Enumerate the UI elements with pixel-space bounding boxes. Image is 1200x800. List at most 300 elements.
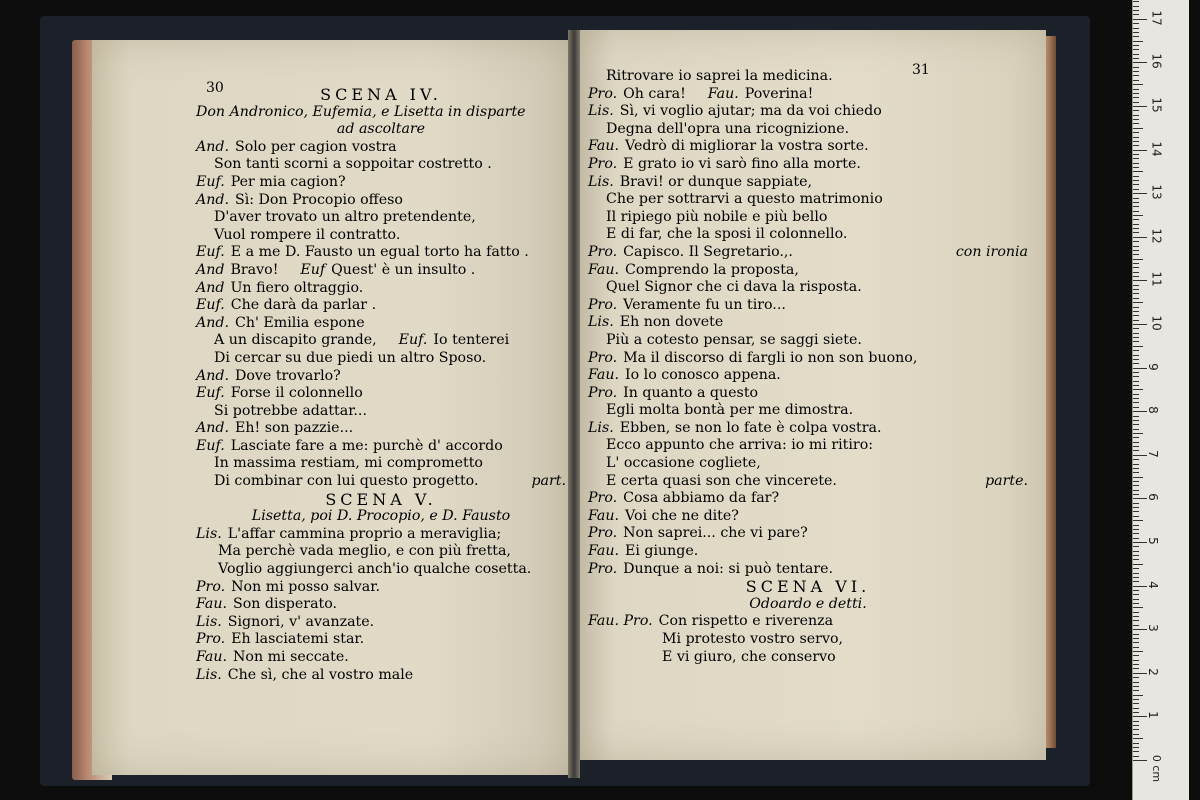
ruler-tick — [1133, 520, 1143, 521]
ruler-tick — [1133, 612, 1139, 613]
verse-text: Eh non dovete — [619, 314, 724, 331]
book-gutter — [568, 30, 580, 778]
verse-text: Quest' è un insulto . — [331, 261, 476, 278]
ruler-tick — [1133, 708, 1139, 709]
dialogue-line — [588, 350, 1028, 368]
dialogue-line — [588, 525, 1028, 543]
ruler-tick — [1133, 660, 1139, 661]
ruler-tick — [1133, 577, 1139, 578]
verse-text: E di far, che la sposi il colonnello. — [606, 226, 848, 243]
verse-text: Sì, vi voglio ajutar; ma da voi chiedo — [619, 103, 882, 120]
scene-v-dialogue — [196, 526, 566, 684]
speaker-label: Fau. — [707, 85, 739, 102]
ruler-tick — [1133, 6, 1139, 7]
ruler-tick — [1133, 328, 1139, 329]
speaker-label: And. — [196, 191, 229, 208]
verse-text: Di combinar con lui questo progetto. — [214, 473, 479, 490]
speaker-label: Pro. — [196, 631, 226, 648]
dialogue-line — [588, 332, 1028, 350]
dialogue-line — [588, 121, 1028, 139]
dialogue-line — [196, 403, 566, 421]
dialogue-line — [588, 279, 1028, 297]
ruler-tick — [1133, 381, 1139, 382]
ruler-tick — [1133, 10, 1139, 11]
verse-text: Non saprei... che vi pare? — [623, 525, 808, 542]
ruler-tick — [1133, 564, 1143, 565]
ruler-tick — [1133, 703, 1139, 704]
ruler-tick — [1133, 394, 1139, 395]
verse-text: Che sì, che al vostro male — [227, 666, 414, 683]
ruler-tick — [1133, 603, 1139, 604]
ruler-tick — [1133, 333, 1139, 334]
verse-text: Veramente fu un tiro... — [623, 296, 786, 313]
ruler-tick — [1133, 298, 1139, 299]
ruler-tick — [1133, 424, 1139, 425]
verse-text: E vi giuro, che conservo — [662, 648, 836, 665]
ruler-tick — [1133, 115, 1139, 116]
dialogue-line — [588, 68, 1028, 86]
speaker-label: Fau. — [588, 367, 619, 384]
ruler-number: 17 — [1149, 10, 1164, 26]
ruler-tick — [1133, 23, 1139, 24]
speaker-label: Lis. — [588, 103, 614, 120]
ruler-tick — [1133, 481, 1139, 482]
ruler-tick — [1133, 93, 1139, 94]
dialogue-line — [196, 631, 566, 649]
verse-text: Bravi! or dunque sappiate, — [619, 173, 813, 190]
ruler-tick — [1133, 167, 1139, 168]
speaker-label: Pro. — [588, 243, 618, 260]
verse-text: Che per sottrarvi a questo matrimonio — [606, 191, 883, 208]
ruler-tick — [1133, 533, 1139, 534]
speaker-label: Lis. — [196, 666, 222, 683]
scene-iv-cast-continued: ad ascoltare — [336, 121, 426, 138]
ruler-tick — [1133, 132, 1139, 133]
verse-text: In massima restiam, mi comprometto — [214, 455, 483, 472]
ruler-tick — [1133, 546, 1139, 547]
ruler-tick — [1133, 193, 1147, 194]
ruler-tick — [1133, 581, 1139, 582]
ruler-tick — [1133, 620, 1139, 621]
ruler-tick — [1133, 516, 1139, 517]
dialogue-line — [588, 649, 1028, 667]
verse-text: Son tanti scorni a soppoitar costretto . — [214, 156, 492, 173]
scene-v-dialogue-continued — [588, 68, 1028, 578]
dialogue-line — [588, 244, 1028, 262]
verse-text: Capisco. Il Segretario.,. — [623, 243, 793, 260]
ruler-tick — [1133, 241, 1139, 242]
ruler-unit-label: 0 cm — [1150, 754, 1164, 783]
speaker-label: Pro. — [196, 578, 226, 595]
dialogue-line — [588, 191, 1028, 209]
ruler-tick — [1133, 398, 1139, 399]
speaker-label: And. — [196, 138, 229, 155]
ruler-tick — [1133, 682, 1139, 683]
speaker-label: Fau. — [588, 507, 619, 524]
dialogue-line — [588, 226, 1028, 244]
ruler-tick — [1133, 599, 1139, 600]
ruler-tick — [1133, 158, 1139, 159]
ruler-tick — [1133, 250, 1139, 251]
ruler-tick — [1133, 429, 1139, 430]
ruler-tick — [1133, 75, 1139, 76]
speaker-label: Fau. — [196, 596, 227, 613]
verse-text: Il ripiego più nobile e più bello — [606, 208, 828, 225]
ruler-number: 2 — [1145, 667, 1160, 676]
dialogue-line — [588, 367, 1028, 385]
dialogue-line — [196, 543, 566, 561]
dialogue-line — [588, 437, 1028, 455]
verse-text: Più a cotesto pensar, se saggi siete. — [606, 331, 862, 348]
left-page-text — [196, 70, 566, 684]
ruler-tick — [1133, 699, 1139, 700]
stage-direction: parte. — [985, 472, 1028, 489]
speaker-label: Euf. — [196, 437, 225, 454]
ruler-tick — [1133, 402, 1139, 403]
speaker-label: Fau. — [588, 543, 619, 560]
speaker-label: And. — [196, 367, 229, 384]
dialogue-line — [588, 420, 1028, 438]
verse-text: Cosa abbiamo da far? — [623, 490, 780, 507]
dialogue-line — [196, 473, 566, 491]
ruler-number: 7 — [1145, 449, 1160, 458]
ruler-tick — [1133, 106, 1147, 107]
ruler-tick — [1133, 634, 1139, 635]
dialogue-line — [196, 350, 566, 368]
ruler-tick — [1133, 559, 1139, 560]
ruler-tick — [1133, 341, 1139, 342]
ruler-tick — [1133, 215, 1143, 216]
speaker-label: Lis. — [196, 525, 222, 542]
ruler-tick — [1133, 664, 1139, 665]
ruler-tick — [1133, 307, 1139, 308]
speaker-label: And — [196, 261, 225, 278]
dialogue-line — [588, 613, 1028, 631]
verse-text: Vedrò di migliorar la vostra sorte. — [625, 138, 869, 155]
ruler-tick — [1133, 729, 1139, 730]
dialogue-line — [196, 561, 566, 579]
ruler-tick — [1133, 128, 1143, 129]
ruler-tick — [1133, 372, 1139, 373]
verse-text: Dove trovarlo? — [234, 367, 341, 384]
ruler-tick — [1133, 651, 1143, 652]
ruler-tick — [1133, 176, 1139, 177]
verse-text: Son disperato. — [233, 596, 338, 613]
ruler-tick — [1133, 760, 1147, 761]
dialogue-line — [588, 103, 1028, 121]
scene-iv-dialogue — [196, 139, 566, 491]
ruler-tick — [1133, 594, 1139, 595]
ruler-tick — [1133, 293, 1139, 294]
speaker-label: Pro. — [588, 85, 618, 102]
verse-text: Non mi seccate. — [233, 649, 349, 665]
ruler-tick — [1133, 712, 1139, 713]
dialogue-line — [196, 368, 566, 386]
dialogue-line — [588, 543, 1028, 561]
scene-vi-heading: SCENA VI. — [745, 577, 871, 597]
ruler-tick — [1133, 756, 1139, 757]
ruler-tick — [1133, 743, 1139, 744]
verse-text: Voglio aggiungerci anch'io qualche cosetta. — [218, 561, 532, 578]
ruler-tick — [1133, 232, 1139, 233]
verse-text: Ebben, se non lo fate è colpa vostra. — [619, 419, 882, 436]
ruler-tick — [1133, 420, 1139, 421]
verse-text: Lasciate fare a me: purchè d' accordo — [230, 437, 503, 454]
ruler-tick — [1133, 721, 1139, 722]
dialogue-line — [588, 385, 1028, 403]
verse-text: Oh cara! — [623, 85, 686, 102]
verse-text: Ma il discorso di fargli io non son buono, — [623, 349, 918, 366]
verse-text: Mi protesto vostro servo, — [662, 631, 844, 647]
dialogue-line — [196, 579, 566, 597]
scene-v-cast: Lisetta, poi D. Procopio, e D. Fausto — [251, 508, 511, 525]
verse-text: Voi che ne dite? — [625, 507, 739, 524]
ruler-tick — [1133, 163, 1139, 164]
ruler-number: 14 — [1149, 140, 1164, 157]
ruler-tick — [1133, 464, 1139, 465]
ruler-tick — [1133, 751, 1139, 752]
ruler-number: 11 — [1149, 271, 1164, 288]
ruler-tick — [1133, 137, 1139, 138]
speaker-label: Euf. — [196, 385, 225, 402]
verse-text: Con rispetto e riverenza — [658, 613, 834, 630]
ruler-tick — [1133, 655, 1139, 656]
ruler-tick — [1133, 525, 1139, 526]
dialogue-line — [196, 596, 566, 614]
dialogue-line — [588, 508, 1028, 526]
ruler-tick — [1133, 71, 1139, 72]
speaker-label: Euf. — [196, 244, 225, 261]
verse-text: Ecco appunto che arriva: io mi ritiro: — [606, 437, 874, 454]
ruler-tick — [1133, 416, 1139, 417]
scene-v-heading: SCENA V. — [325, 489, 437, 509]
speaker-label: Pro. — [588, 155, 618, 172]
ruler-tick — [1133, 259, 1143, 260]
ruler-tick — [1133, 150, 1147, 151]
ruler-tick — [1133, 350, 1139, 351]
verse-text: E certa quasi son che vincerete. — [606, 472, 837, 489]
ruler-number: 4 — [1145, 580, 1160, 589]
verse-text: Quel Signor che ci dava la risposta. — [606, 279, 862, 296]
speaker-label: Fau. — [196, 649, 227, 665]
dialogue-line — [196, 227, 566, 245]
ruler-tick — [1133, 89, 1139, 90]
speaker-label: Lis. — [196, 613, 222, 630]
ruler-number: 15 — [1149, 97, 1164, 113]
ruler-tick — [1133, 616, 1139, 617]
ruler-tick — [1133, 477, 1143, 478]
ruler-tick — [1133, 642, 1139, 643]
dialogue-line — [196, 209, 566, 227]
verse-text: Ma perchè vada meglio, e con più fretta, — [218, 543, 511, 560]
ruler-tick — [1133, 32, 1139, 33]
dialogue-line — [588, 561, 1028, 579]
verse-text: Poverina! — [744, 85, 814, 102]
verse-text: Ch' Emilia espone — [234, 314, 365, 331]
ruler-tick — [1133, 437, 1139, 438]
ruler-tick — [1133, 468, 1139, 469]
ruler-tick — [1133, 289, 1139, 290]
ruler-tick — [1133, 123, 1139, 124]
ruler-tick — [1133, 677, 1139, 678]
ruler-tick — [1133, 280, 1147, 281]
dialogue-line — [588, 631, 1028, 649]
speaker-label: And — [196, 279, 225, 296]
verse-text: Vuol rompere il contratto. — [214, 226, 401, 243]
verse-text: Non mi posso salvar. — [231, 578, 380, 595]
speaker-label: Fau. — [588, 261, 619, 278]
verse-text: Signori, v' avanzate. — [227, 613, 375, 630]
dialogue-line — [196, 332, 566, 350]
verse-text: Io tenterei — [433, 332, 510, 349]
ruler-tick — [1133, 189, 1139, 190]
ruler-number: 8 — [1145, 406, 1160, 415]
scene-iv-heading: SCENA IV. — [320, 85, 442, 104]
verse-text: Si potrebbe adattar... — [214, 402, 367, 419]
ruler-tick — [1133, 359, 1139, 360]
ruler-number: 5 — [1145, 537, 1160, 545]
ruler-tick — [1133, 442, 1139, 443]
stage-direction: con ironia — [955, 243, 1028, 260]
ruler-number: 9 — [1145, 362, 1160, 371]
ruler-tick — [1133, 485, 1139, 486]
ruler-tick — [1133, 494, 1139, 495]
verse-text: Ritrovare io saprei la medicina. — [606, 68, 833, 84]
ruler-tick — [1133, 320, 1139, 321]
ruler-tick — [1133, 302, 1143, 303]
verse-text: Solo per cagion vostra — [234, 138, 397, 155]
speaker-label: Pro. — [588, 525, 618, 542]
dialogue-line — [588, 473, 1028, 491]
dialogue-line — [588, 402, 1028, 420]
ruler-tick — [1133, 58, 1139, 59]
ruler-number: 13 — [1149, 184, 1164, 200]
speaker-label: Pro. — [588, 384, 618, 401]
ruler-tick — [1133, 97, 1139, 98]
ruler-tick — [1133, 738, 1143, 739]
ruler-number: 1 — [1145, 711, 1160, 720]
dialogue-line — [588, 314, 1028, 332]
ruler-tick — [1133, 202, 1139, 203]
verse-text: In quanto a questo — [623, 384, 759, 401]
ruler-tick — [1133, 725, 1139, 726]
dialogue-line — [196, 192, 566, 210]
measuring-ruler — [1132, 0, 1189, 800]
ruler-tick — [1133, 80, 1139, 81]
ruler-tick — [1133, 551, 1139, 552]
dialogue-line — [196, 526, 566, 544]
dialogue-line — [588, 209, 1028, 227]
ruler-tick — [1133, 638, 1139, 639]
ruler-tick — [1133, 363, 1139, 364]
ruler-tick — [1133, 102, 1139, 103]
ruler-tick — [1133, 219, 1139, 220]
verse-text: L' occasione cogliete, — [606, 455, 761, 472]
ruler-tick — [1133, 119, 1139, 120]
dialogue-line — [196, 297, 566, 315]
dialogue-line — [588, 86, 1028, 104]
ruler-tick — [1133, 67, 1139, 68]
dialogue-line — [588, 490, 1028, 508]
ruler-tick — [1133, 503, 1139, 504]
ruler-tick — [1133, 45, 1139, 46]
ruler-tick — [1133, 538, 1139, 539]
speaker-label: Euf. — [398, 332, 428, 349]
ruler-tick — [1133, 41, 1143, 42]
ruler-tick — [1133, 568, 1139, 569]
speaker-label: Pro. — [588, 490, 618, 507]
ruler-tick — [1133, 141, 1139, 142]
dialogue-line — [588, 262, 1028, 280]
scene-vi-cast: Odoardo e detti. — [749, 595, 867, 612]
ruler-tick — [1133, 389, 1143, 390]
ruler-tick — [1133, 607, 1143, 608]
verse-text: Eh lasciatemi star. — [231, 631, 365, 648]
verse-text: Forse il colonnello — [230, 385, 363, 402]
dialogue-line — [196, 174, 566, 192]
speaker-label: Pro. — [588, 296, 618, 313]
dialogue-line — [196, 156, 566, 174]
ruler-tick — [1133, 507, 1139, 508]
speaker-label: Lis. — [588, 419, 614, 436]
right-page-text — [588, 68, 1028, 666]
verse-text: Degna dell'opra una ricognizione. — [606, 120, 850, 137]
speaker-label: Fau. Pro. — [588, 613, 653, 630]
dialogue-line — [588, 156, 1028, 174]
ruler-tick — [1133, 311, 1139, 312]
ruler-tick — [1133, 734, 1139, 735]
ruler-tick — [1133, 315, 1139, 316]
ruler-tick — [1133, 324, 1147, 325]
verse-text: Sì: Don Procopio offeso — [234, 191, 403, 208]
ruler-tick — [1133, 184, 1139, 185]
scene-iv-cast: Don Andronico, Eufemia, e Lisetta in disparte — [196, 103, 526, 120]
ruler-tick — [1133, 385, 1139, 386]
ruler-tick — [1133, 110, 1139, 111]
ruler-number: 16 — [1149, 53, 1164, 70]
ruler-tick — [1133, 154, 1139, 155]
dialogue-line — [588, 455, 1028, 473]
dialogue-line — [196, 280, 566, 298]
ruler-tick — [1133, 206, 1139, 207]
verse-text: D'aver trovato un altro pretendente, — [214, 209, 476, 226]
left-page-number: 30 — [206, 80, 224, 96]
ruler-tick — [1133, 237, 1147, 238]
dialogue-line — [588, 297, 1028, 315]
dialogue-line — [588, 138, 1028, 156]
ruler-tick — [1133, 28, 1139, 29]
dialogue-line — [588, 174, 1028, 192]
verse-text: Che darà da parlar . — [230, 297, 377, 314]
verse-text: Comprendo la proposta, — [625, 261, 799, 278]
dialogue-line — [196, 262, 566, 280]
ruler-tick — [1133, 254, 1139, 255]
ruler-tick — [1133, 36, 1139, 37]
speaker-label: And. — [196, 314, 229, 331]
verse-text: Io lo conosco appena. — [625, 367, 781, 384]
speaker-label: Euf. — [196, 297, 225, 314]
ruler-tick — [1133, 228, 1139, 229]
ruler-tick — [1133, 49, 1139, 50]
speaker-label: Lis. — [588, 173, 614, 190]
ruler-tick — [1133, 590, 1139, 591]
ruler-tick — [1133, 450, 1139, 451]
ruler-tick — [1133, 276, 1139, 277]
ruler-tick — [1133, 84, 1143, 85]
ruler-tick — [1133, 529, 1139, 530]
verse-text: Egli molta bontà per me dimostra. — [606, 402, 854, 419]
ruler-tick — [1133, 180, 1139, 181]
